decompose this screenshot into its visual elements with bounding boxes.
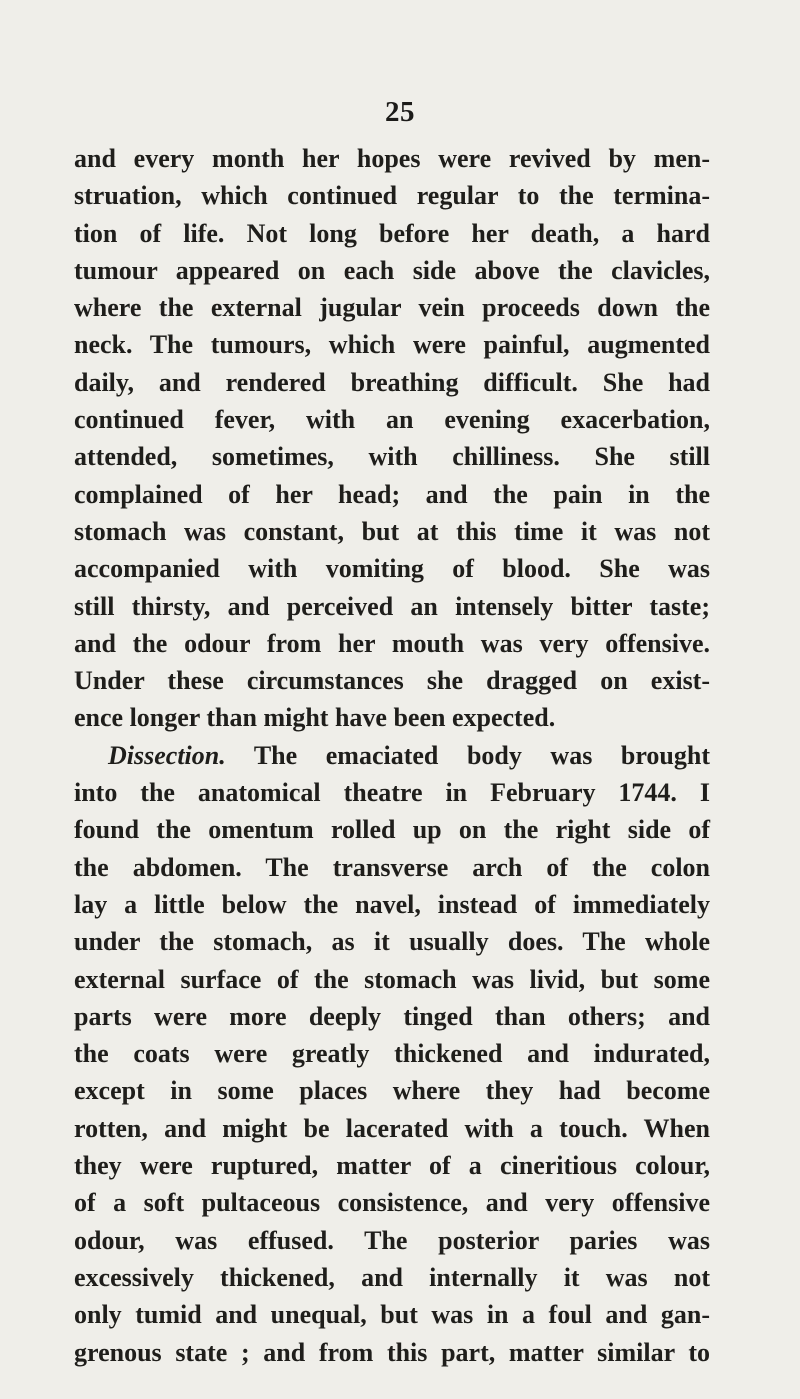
- text-line: odour, was effused. The posterior paries was: [74, 1225, 710, 1255]
- body-text: [74, 140, 710, 1371]
- text-line: under the stomach, as it usually does. The whole: [74, 927, 710, 957]
- text-line: only tumid and unequal, but was in a foul and gan-: [74, 1300, 710, 1330]
- text-line: complained of her head; and the pain in the: [74, 479, 710, 509]
- text-line: except in some places where they had become: [74, 1076, 710, 1106]
- dissection-heading: Dissection.: [108, 740, 226, 770]
- text-line: found the omentum rolled up on the right side of: [74, 815, 710, 845]
- text-line: continued fever, with an evening exacerbation,: [74, 405, 710, 435]
- text-line: where the external jugular vein proceeds down the: [74, 293, 710, 323]
- text-line: grenous state ; and from this part, matter similar to: [74, 1337, 710, 1367]
- text-line: tumour appeared on each side above the clavicles,: [74, 255, 710, 285]
- text-line: rotten, and might be lacerated with a touch. When: [74, 1113, 710, 1143]
- text-line: neck. The tumours, which were painful, augmented: [74, 330, 710, 360]
- text-line: external surface of the stomach was livid, but some: [74, 964, 710, 994]
- text-line: into the anatomical theatre in February 1744. I: [74, 778, 710, 808]
- text-line: of a soft pultaceous consistence, and very offensive: [74, 1188, 710, 1218]
- text-line: struation, which continued regular to the termina-: [74, 181, 710, 211]
- text-line: still thirsty, and perceived an intensely bitter taste;: [74, 591, 710, 621]
- text-line: Under these circumstances she dragged on exist-: [74, 666, 710, 696]
- text-line: parts were more deeply tinged than others; and: [74, 1001, 710, 1031]
- text-line: and every month her hopes were revived by men-: [74, 144, 710, 173]
- text-line: the abdomen. The transverse arch of the colon: [74, 852, 710, 882]
- text-line: the coats were greatly thickened and indurated,: [74, 1039, 710, 1069]
- text-line: daily, and rendered breathing difficult. She had: [74, 367, 710, 397]
- dissection-line: [74, 737, 710, 774]
- text-line: tion of life. Not long before her death, a hard: [74, 218, 710, 248]
- text-line: ence longer than might have been expected.: [74, 703, 556, 733]
- text-line: lay a little below the navel, instead of immediately: [74, 889, 710, 919]
- text-line: excessively thickened, and internally it was not: [74, 1262, 710, 1292]
- text-line: they were ruptured, matter of a cineritious colour,: [74, 1151, 710, 1181]
- text-line: The emaciated body was brought: [253, 740, 711, 770]
- text-line: stomach was constant, but at this time it was not: [74, 516, 710, 546]
- page-number: 25: [385, 96, 415, 128]
- text-line: attended, sometimes, with chilliness. She still: [74, 442, 710, 472]
- text-line: and the odour from her mouth was very offensive.: [74, 628, 710, 658]
- text-line: accompanied with vomiting of blood. She was: [74, 554, 710, 584]
